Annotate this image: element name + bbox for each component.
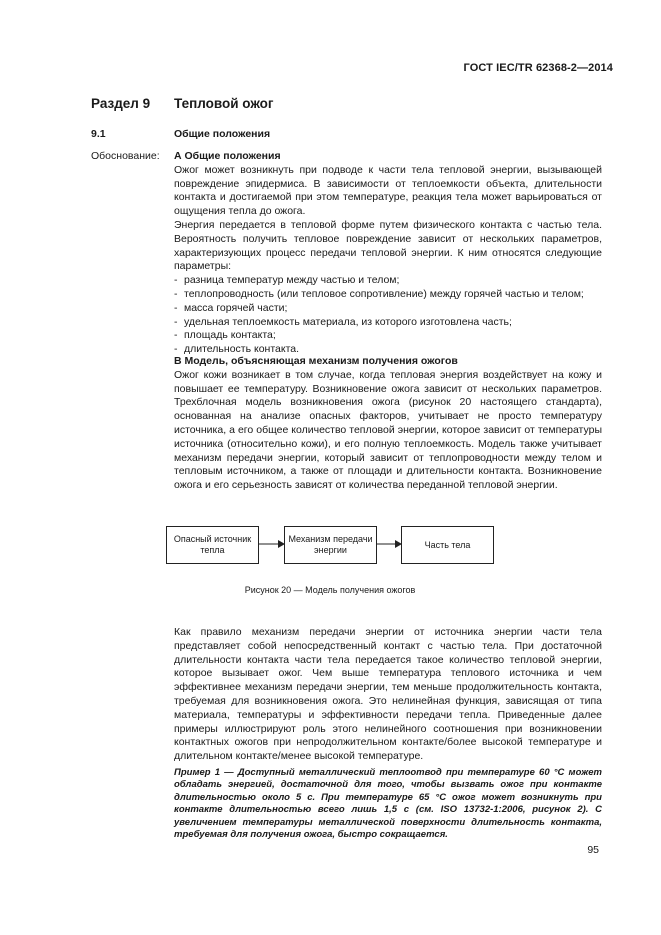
after-figure-block <box>174 626 602 764</box>
after-figure-paragraph: Как правило механизм передачи энергии от источника энергии части тела представляет собой непосредственный контакт с частью тела. При достаточной длительности контакта части тела передается такое количество тепловой энергии, которое вызывает ожог. Чем выше температура теплового источника и чем эффективнее механизм передачи энергии, тем меньше продолжительность контакта, требуемая для возникновения ожога. Это нелинейная функция, зависящая от типа материала, температуры и эффективности передачи тепла. Приведенные далее примеры иллюстрируют роль этого нелинейного соотношения при возникновении контактных ожогов при непродолжительном контакте/более высокой температуре и длительном контакте/менее высокой температуре. <box>174 626 602 763</box>
part-a-heading: А Общие положения <box>174 150 281 162</box>
subsection-number: 9.1 <box>91 128 106 140</box>
figure-box-heat-source: Опасный источник тепла <box>166 526 259 564</box>
part-a-paragraph-2: Энергия передается в тепловой форме путем физического контакта с частью тела. Вероятность получить тепловое повреждение зависит от нескольких параметров, характеризующих процесс передачи тепловой энергии. К ним относятся следующие параметры: <box>174 218 602 273</box>
example-1: Пример 1 — Доступный металлический теплоотвод при температуре 60 °С может обладать энергией, достаточной для того, чтобы вызвать ожог при контакте длительностью около 5 с. При температуре 65 °С ожог может возникнуть при контакте длительностью всего лишь 1,5 с (см. ISO 13732-1:2006, рисунок 2). С увеличением температуры металлической поверхности длительность контакта, требуемая для получения ожога, быстро сокращается. <box>174 767 602 841</box>
list-item: - масса горячей части; <box>174 302 602 316</box>
figure-box-energy-transfer: Механизм передачи энергии <box>284 526 377 564</box>
list-item: - длительность контакта. <box>174 343 602 357</box>
part-b-paragraph-1: Ожог кожи возникает в том случае, когда тепловая энергия воздействует на кожу и повышает ее температуру. Возникновение ожога зависит от нескольких параметров. Трехблочная модель возникновения ожога (рисунок 20 настоящего стандарта), основанная на анализе опасных факторов, учитывает не просто температуру источника, а его общее количество тепловой энергии, которое зависит от температуры источника (относительно кожи), и его полную теплоемкость. Модель также учитывает механизм передачи энергии, который зависит от теплопроводности между телом и тепловым источником, а также от площади и длительности контакта. Возникновение ожога и его серьезность зависят от количества переданной тепловой энергии. <box>174 368 602 492</box>
document-header: ГОСТ IEC/TR 62368-2—2014 <box>463 62 613 74</box>
figure-caption: Рисунок 20 — Модель получения ожогов <box>244 585 416 595</box>
part-b-heading: В Модель, объясняющая механизм получения ожогов <box>174 355 458 367</box>
part-a-paragraph-1: Ожог может возникнуть при подводе к части тела тепловой энергии, вызывающей повреждение эпидермиса. В зависимости от теплоемкости объекта, длительности контакта и достигаемой при этом температуре, реакция тела может варьироваться от ощущения тепла до ожога. <box>174 163 602 218</box>
justification-label: Обоснование: <box>91 150 160 162</box>
list-item: - площадь контакта; <box>174 329 602 343</box>
section-title: Тепловой ожог <box>174 96 274 111</box>
list-item: - удельная теплоемкость материала, из которого изготовлена часть; <box>174 316 602 330</box>
arrow-2-icon <box>376 540 402 548</box>
arrow-1-icon <box>258 540 285 548</box>
page-number: 95 <box>587 844 599 856</box>
list-item: - разница температур между частью и телом; <box>174 274 602 288</box>
subsection-title: Общие положения <box>174 128 271 140</box>
section-number: Раздел 9 <box>91 96 151 111</box>
figure-box-body-part: Часть тела <box>401 526 494 564</box>
list-item: - теплопроводность (или тепловое сопротивление) между горячей частью и телом; <box>174 288 602 302</box>
